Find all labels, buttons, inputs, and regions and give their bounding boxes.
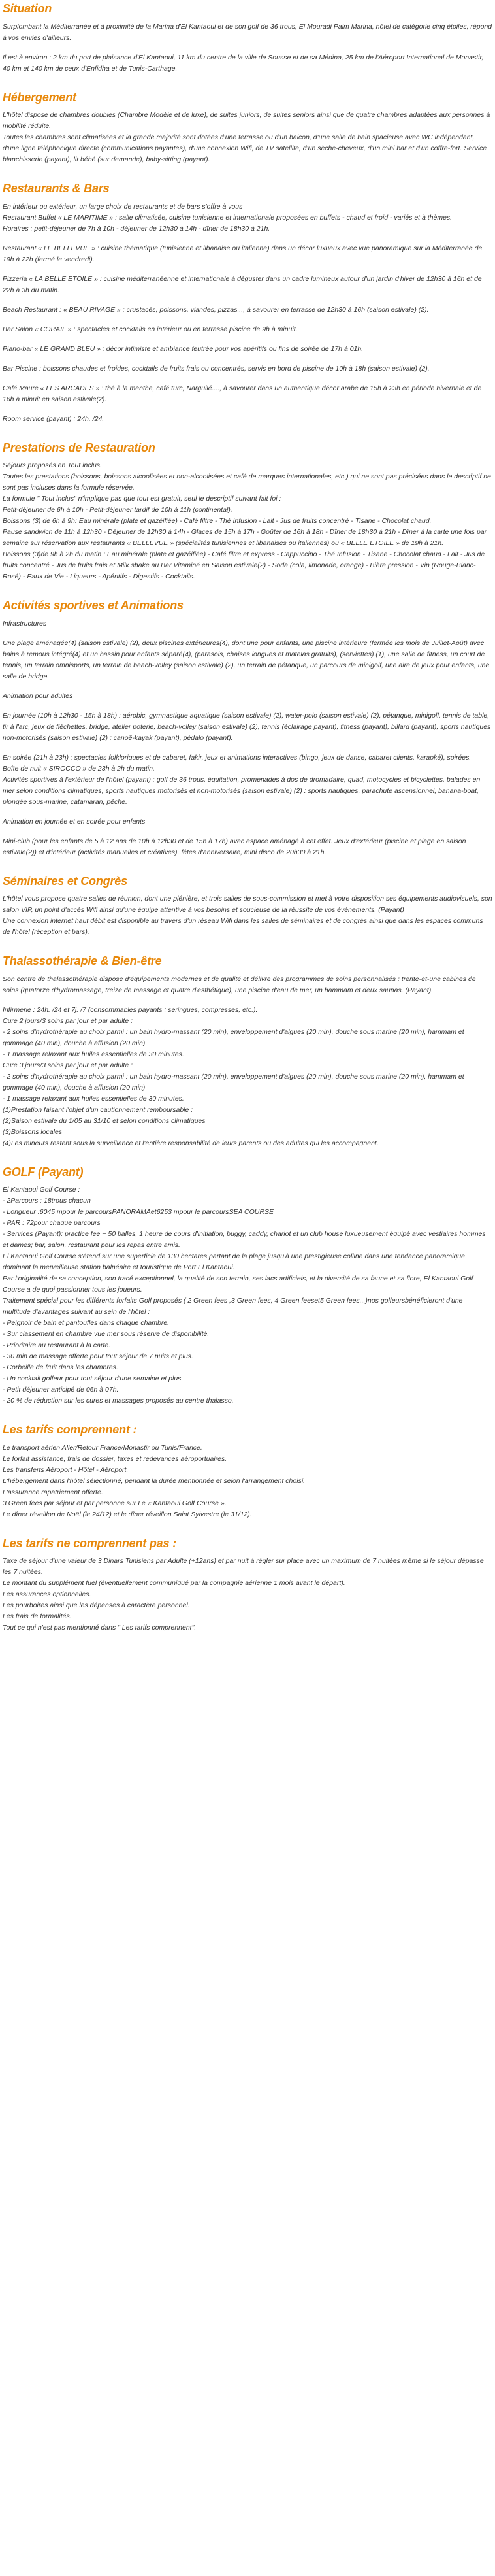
tarifs-exclus-item: Les pourboires ainsi que les dépenses à caractère personnel. <box>3 1601 190 1609</box>
golf-line: Traitement spécial pour les différents forfaits Golf proposés ( 2 Green fees ,3 Green fees, 4 Green feeset5 Green fees...)nos golfeursbénéficieront d'une multitude d'avantages suivant au sein de l'hôtel : <box>3 1297 463 1316</box>
activites-subheading-enfants: Animation en journée et en soirée pour enfants <box>3 817 146 826</box>
bar-piano: Piano-bar « LE GRAND BLEU » : décor intimiste et ambiance feutrée pour vos apéritifs ou fins de soirée de 17h à 01h. <box>3 344 364 353</box>
prestations-line: Boissons (3) de 6h à 9h: Eau minérale (plate et gazéifiée) - Café filtre - Thé Infusion - Lait - Jus de fruits concentré - Tisane - Chocolat chaud. <box>3 517 432 525</box>
prestations-text <box>3 460 492 582</box>
restaurants-line: Horaires : petit-déjeuner de 7h à 10h - déjeuner de 12h30 à 14h - dîner de 18h30 à 21h. <box>3 224 270 233</box>
tarifs-inclus-item: Le dîner réveillon de Noël (le 24/12) et le dîner réveillon Saint Sylvestre (le 31/12). <box>3 1510 252 1518</box>
section-title-restaurants: Restaurants & Bars <box>3 182 110 195</box>
restaurant-bellevue: Restaurant « LE BELLEVUE » : cuisine thématique (tunisienne et libanaise ou italienne) dans un décor luxueux avec vue panoramique sur la Méditerranée de 19h à 22h (fermé le vendredi). <box>3 244 483 263</box>
tarifs-inclus-list <box>3 1443 492 1520</box>
section-tarifs-exclus <box>3 1536 492 1634</box>
prestations-line: Petit-déjeuner de 6h à 10h - Petit-déjeuner tardif de 10h à 11h (continental). <box>3 506 232 514</box>
tarifs-exclus-item: Taxe de séjour d'une valeur de 3 Dinars Tunisiens par Adulte (+12ans) et par nuit à régler sur place avec un maximum de 7 nuitées même si le séjour dépasse les 7 nuitées. <box>3 1557 484 1576</box>
thalasso-line: - 1 massage relaxant aux huiles essentielles de 30 minutes. <box>3 1050 184 1058</box>
activites-soiree <box>3 752 492 808</box>
section-golf <box>3 1165 492 1407</box>
golf-line: El Kantaoui Golf Course s'étend sur une superficie de 130 hectares partant de la plage jusqu'à une prestigieuse colline dans une tendance panoramique dominant la merveilleuse station balnéaire et touristique de Port El Kantaoui. <box>3 1252 465 1271</box>
golf-line: - Prioritaire au restaurant à la carte. <box>3 1341 111 1349</box>
section-hebergement <box>3 90 492 166</box>
golf-line: El Kantaoui Golf Course : <box>3 1186 80 1194</box>
tarifs-exclus-item: Le montant du supplément fuel (éventuellement communiqué par la compagnie aérienne 1 mois avant le départ). <box>3 1579 345 1587</box>
prestations-line: Pause sandwich de 11h à 12h30 - Déjeuner de 12h30 à 14h - Glaces de 15h à 17h - Goûter de 16h à 18h - Dîner de 18h30 à 21h - Dîner à la carte une fois par semaine sur réservation aux restaurants « BELLEVUE » (spécialités tunisiennes et libanaises ou italiennes) ou « BELLE ETOILE » de 19h à 21h. <box>3 528 487 547</box>
tarifs-exclus-item: Tout ce qui n'est pas mentionné dans " Les tarifs comprennent". <box>3 1624 197 1631</box>
golf-line: - 20 % de réduction sur les cures et massages proposés au centre thalasso. <box>3 1397 234 1405</box>
section-situation <box>3 1 492 75</box>
restaurant-pizzeria: Pizzeria « LA BELLE ETOILE » : cuisine méditerranéenne et internationale à déguster dans un cadre lumineux autour d'un jardin d'hiver de 12h30 à 16h et de 22h à 3h du matin. <box>3 275 482 294</box>
thalasso-line: - 2 soins d'hydrothérapie au choix parmi : un bain hydro-massant (20 min), enveloppement d'algues (20 min), douche sous marine (20 min), hammam et gommage (40 min), douche à affusion (20 min) <box>3 1028 464 1047</box>
prestations-line: Toutes les prestations (boissons, boissons alcoolisées et non-alcoolisées et café de marques internationales, etc.) qui ne sont pas précisées dans le descriptif ne sont pas incluses dans la formule réservée. <box>3 473 491 492</box>
section-title-activites: Activités sportives et Animations <box>3 599 184 612</box>
thalasso-line: Cure 3 jours/3 soins par jour et par adulte : <box>3 1061 133 1069</box>
thalasso-line: Infirmerie : 24h. /24 et 7j. /7 (consommables payants : seringues, compresses, etc.). <box>3 1005 258 1014</box>
tarifs-inclus-item: 3 Green fees par séjour et par personne sur Le « Kantaoui Golf Course ». <box>3 1499 227 1507</box>
section-thalasso <box>3 954 492 1149</box>
activites-soiree-line: Activités sportives à l'extérieur de l'hôtel (payant) : golf de 36 trous, équitation, promenades à dos de dromadaire, quad, motocycles et bicyclettes, balades en mer selon conditions climatiques, sports nautiques motorisés et non-motorisés (saison estivale) (2) : sports nautiques, parachute ascensionnel, banana-boat, plongée sous-marine, catamaran, pêche. <box>3 775 481 806</box>
situation-paragraph-1: Surplombant la Méditerranée et à proximité de la Marina d'El Kantaoui et de son golf de 36 trous, El Mouradi Palm Marina, hôtel de catégorie cinq étoiles, répond à vos envies d'ailleurs. <box>3 22 492 42</box>
thalasso-line: - 1 massage relaxant aux huiles essentielles de 30 minutes. <box>3 1094 184 1103</box>
thalasso-line: (3)Boissons locales <box>3 1128 63 1136</box>
section-seminaires <box>3 874 492 939</box>
section-restaurants <box>3 181 492 425</box>
golf-line: Par l'originalité de sa conception, son tracé exceptionnel, la qualité de son terrain, ses lacs artificiels, et la diversité de sa faune et sa flore, El Kantaoui Golf Course a de quoi passionner tous les joueurs. <box>3 1275 473 1294</box>
restaurants-intro <box>3 201 492 235</box>
activites-journee: En journée (10h à 12h30 - 15h à 18h) : aérobic, gymnastique aquatique (saison estivale) (2), water-polo (saison estivale) (2), pétanque, minigolf, tennis de table, tir à l'arc, jeux de fléchettes, bridge, atelier poterie, beach-volley (saison estivale) (2), tennis (éclairage payant), fitness (payant), billard (payant), sports nautiques non-motorisés (saison estivale) (2) : canoë-kayak (payant), pédalo (payant). <box>3 711 491 742</box>
hebergement-text <box>3 110 492 165</box>
thalasso-line: - 2 soins d'hydrothérapie au choix parmi : un bain hydro-massant (20 min), enveloppement d'algues (20 min), douche sous marine (20 min), hammam et gommage (40 min), douche à affusion (20 min) <box>3 1072 464 1092</box>
hebergement-line: Toutes les chambres sont climatisées et la grande majorité sont dotées d'une terrasse ou d'un balcon, d'une salle de bain spacieuse avec WC indépendant, d'une ligne téléphonique directe (communications payantes), d'une connexion Wifi, de TV satellite, d'un sèche-cheveux, d'un mini bar et d'un coffre-fort. Service blanchisserie (payant), lit bébé (sur demande), baby-sitting (payant). <box>3 133 487 163</box>
section-title-seminaires: Séminaires et Congrès <box>3 874 127 888</box>
golf-line: - Corbeille de fruit dans les chambres. <box>3 1363 118 1371</box>
golf-line: - Peignoir de bain et pantoufles dans chaque chambre. <box>3 1319 170 1327</box>
activites-soiree-line: Boîte de nuit « SIROCCO » de 23h à 2h du matin. <box>3 764 155 773</box>
golf-line: - Un cocktail golfeur pour tout séjour d'une semaine et plus. <box>3 1375 184 1382</box>
restaurant-beach: Beach Restaurant : « BEAU RIVAGE » : crustacés, poissons, viandes, pizzas..., à savourer en terrasse de 12h30 à 16h (saison estivale) (2). <box>3 305 429 314</box>
activites-subheading-infrastructures: Infrastructures <box>3 619 47 627</box>
tarifs-inclus-item: Les transferts Aéroport - Hôtel - Aéroport. <box>3 1465 129 1474</box>
golf-line: - 30 min de massage offerte pour tout séjour de 7 nuits et plus. <box>3 1352 193 1360</box>
tarifs-inclus-item: L'assurance rapatriement offerte. <box>3 1488 103 1496</box>
seminaires-line: Une connexion internet haut débit est disponible au travers d'un réseau Wifi dans les salles de séminaires et de congrès ainsi que dans les espaces communs de l'hôtel (réception et bars). <box>3 917 483 936</box>
seminaires-line: L'hôtel vous propose quatre salles de réunion, dont une plénière, et trois salles de sous-commission et met à votre disposition ses équipements audiovisuels, son salon VIP, un point d'accès Wifi ainsi qu'une équipe attentive à vos besoins et soucieuse de la réussite de vos événements. (Payant) <box>3 895 492 914</box>
section-title-golf: GOLF (Payant) <box>3 1165 84 1179</box>
prestations-line: Séjours proposés en Tout inclus. <box>3 461 102 469</box>
hebergement-line: L'hôtel dispose de chambres doubles (Chambre Modèle et de luxe), de suites juniors, de suites seniors ainsi que de quatre chambres adaptées aux personnes à mobilité réduite. <box>3 111 490 130</box>
situation-paragraph-2: Il est à environ : 2 km du port de plaisance d'El Kantaoui, 11 km du centre de la ville de Sousse et de sa Médina, 25 km de l'Aéroport International de Monastir, 40 km et 140 km de ceux d'Enfidha et de Tunis-Carthage. <box>3 53 484 73</box>
golf-line: - Longueur :6045 mpour le parcoursPANORAMAet6253 mpour le parcoursSEA COURSE <box>3 1208 274 1216</box>
thalasso-details <box>3 1005 492 1149</box>
tarifs-inclus-item: Le forfait assistance, frais de dossier, taxes et redevances aéroportuaires. <box>3 1454 227 1463</box>
tarifs-inclus-item: Le transport aérien Aller/Retour France/Monastir ou Tunis/France. <box>3 1443 202 1452</box>
tarifs-inclus-item: L'hébergement dans l'hôtel sélectionné, pendant la durée mentionnée et selon l'arrangement choisi. <box>3 1477 306 1485</box>
section-activites <box>3 598 492 858</box>
activites-soiree-line: En soirée (21h à 23h) : spectacles folkloriques et de cabaret, fakir, jeux et animations interactives (bingo, jeux de danse, cabaret clients, karaoké), soirées. <box>3 753 471 761</box>
thalasso-intro: Son centre de thalassothérapie dispose d'équipements modernes et de qualité et délivre des programmes de soins personnalisés : trente-et-une cabines de soins (quatorze d'hydromassage, treize de massage et quatre d'esthétique), une piscine d'eau de mer, un hammam et deux saunas. (Payant). <box>3 975 476 994</box>
golf-details <box>3 1184 492 1407</box>
section-title-situation: Situation <box>3 2 52 15</box>
section-title-thalasso: Thalassothérapie & Bien-être <box>3 954 162 967</box>
thalasso-line: (2)Saison estivale du 1/05 au 31/10 et selon conditions climatiques <box>3 1116 206 1125</box>
thalasso-line: Cure 2 jours/3 soins par jour et par adulte : <box>3 1016 133 1025</box>
thalasso-line: (4)Les mineurs restent sous la surveillance et l'entière responsabilité de leurs parents ou des adultes qui les accompagnent. <box>3 1139 379 1147</box>
cafe-maure: Café Maure « LES ARCADES » : thé à la menthe, café turc, Narguilé...., à savourer dans un authentique décor arabe de 15h à 23h en période hivernale et de 16h à minuit en saison estivale(2). <box>3 384 482 403</box>
section-title-tarifs-inclus: Les tarifs comprennent : <box>3 1423 137 1436</box>
tarifs-exclus-item: Les frais de formalités. <box>3 1613 72 1620</box>
bar-piscine: Bar Piscine : boissons chaudes et froides, cocktails de fruits frais ou concentrés, servis en bord de piscine de 10h à 18h (saison estivale) (2). <box>3 364 430 373</box>
tarifs-exclus-item: Les assurances optionnelles. <box>3 1590 91 1598</box>
bar-corail: Bar Salon « CORAIL » : spectacles et cocktails en intérieur ou en terrasse piscine de 9h à minuit. <box>3 325 298 333</box>
prestations-line: Boissons (3)de 9h à 2h du matin : Eau minérale (plate et gazéifiée) - Café filtre et express - Cappuccino - Thé Infusion - Tisane - Chocolat chaud - Lait - Jus de fruits concentré - Jus de fruits frais et Milk shake au Bar Vitaminé en Saison estivale(2) - Soda (cola, limonade, orange) - Bière pression - Vin (Rouge-Blanc-Rosé) - Eaux de Vie - Liqueurs - Apéritifs - Digestifs - Cocktails. <box>3 550 485 580</box>
room-service: Room service (payant) : 24h. /24. <box>3 414 104 423</box>
golf-line: - Petit déjeuner anticipé de 06h à 07h. <box>3 1386 119 1394</box>
restaurants-line: Restaurant Buffet « LE MARITIME » : salle climatisée, cuisine tunisienne et internationale proposées en buffets - chaud et froid - variés et à thèmes. <box>3 213 453 222</box>
activites-mini-club: Mini-club (pour les enfants de 5 à 12 ans de 10h à 12h30 et de 15h à 17h) avec espace aménagé à cet effet. Jeux d'extérieur (piscine et plage en saison estivale(2)) et d'intérieur (activités manuelles et créatives). fêtes d'anniversaire, mini disco de 20h30 à 21h. <box>3 837 466 856</box>
golf-line: - 2Parcours : 18trous chacun <box>3 1197 91 1205</box>
section-title-hebergement: Hébergement <box>3 90 76 104</box>
section-prestations <box>3 441 492 583</box>
activites-subheading-adultes: Animation pour adultes <box>3 692 73 700</box>
section-title-prestations: Prestations de Restauration <box>3 441 155 454</box>
golf-line: - PAR : 72pour chaque parcours <box>3 1219 101 1227</box>
tarifs-exclus-list <box>3 1556 492 1633</box>
prestations-line: La formule " Tout inclus" n'implique pas que tout est gratuit, seul le descriptif suivant fait foi : <box>3 495 281 503</box>
section-title-tarifs-exclus: Les tarifs ne comprennent pas : <box>3 1536 176 1550</box>
golf-line: - Services (Payant): practice fee + 50 balles, 1 heure de cours d'initiation, buggy, caddy, chariot et un club house luxueusement équipé avec vestiaires hommes et dames; bar, salon, restaurant pour les repas entre amis. <box>3 1230 486 1249</box>
golf-line: - Sur classement en chambre vue mer sous réserve de disponibilité. <box>3 1330 210 1338</box>
thalasso-line: (1)Prestation faisant l'objet d'un cautionnement remboursable : <box>3 1105 193 1114</box>
seminaires-text <box>3 894 492 938</box>
activites-infrastructures: Une plage aménagée(4) (saison estivale) (2), deux piscines extérieures(4), dont une pour enfants, une piscine intérieure (fermée les mois de Juillet-Août) avec bains à remous intégré(4) et un bassin pour enfants séparé(4), (parasols, chaises longues et matelas gratuits), (serviettes) (1), une salle de fitness, un court de tennis, un terrain omnisports, un terrain de beach-volley (saison estivale) (2), un terrain de pétanque, un parcours de minigolf, une aire de jeux pour enfants, une salle de bridge. <box>3 639 490 680</box>
section-tarifs-inclus <box>3 1422 492 1520</box>
restaurants-line: En intérieur ou extérieur, un large choix de restaurants et de bars s'offre à vous <box>3 202 243 210</box>
